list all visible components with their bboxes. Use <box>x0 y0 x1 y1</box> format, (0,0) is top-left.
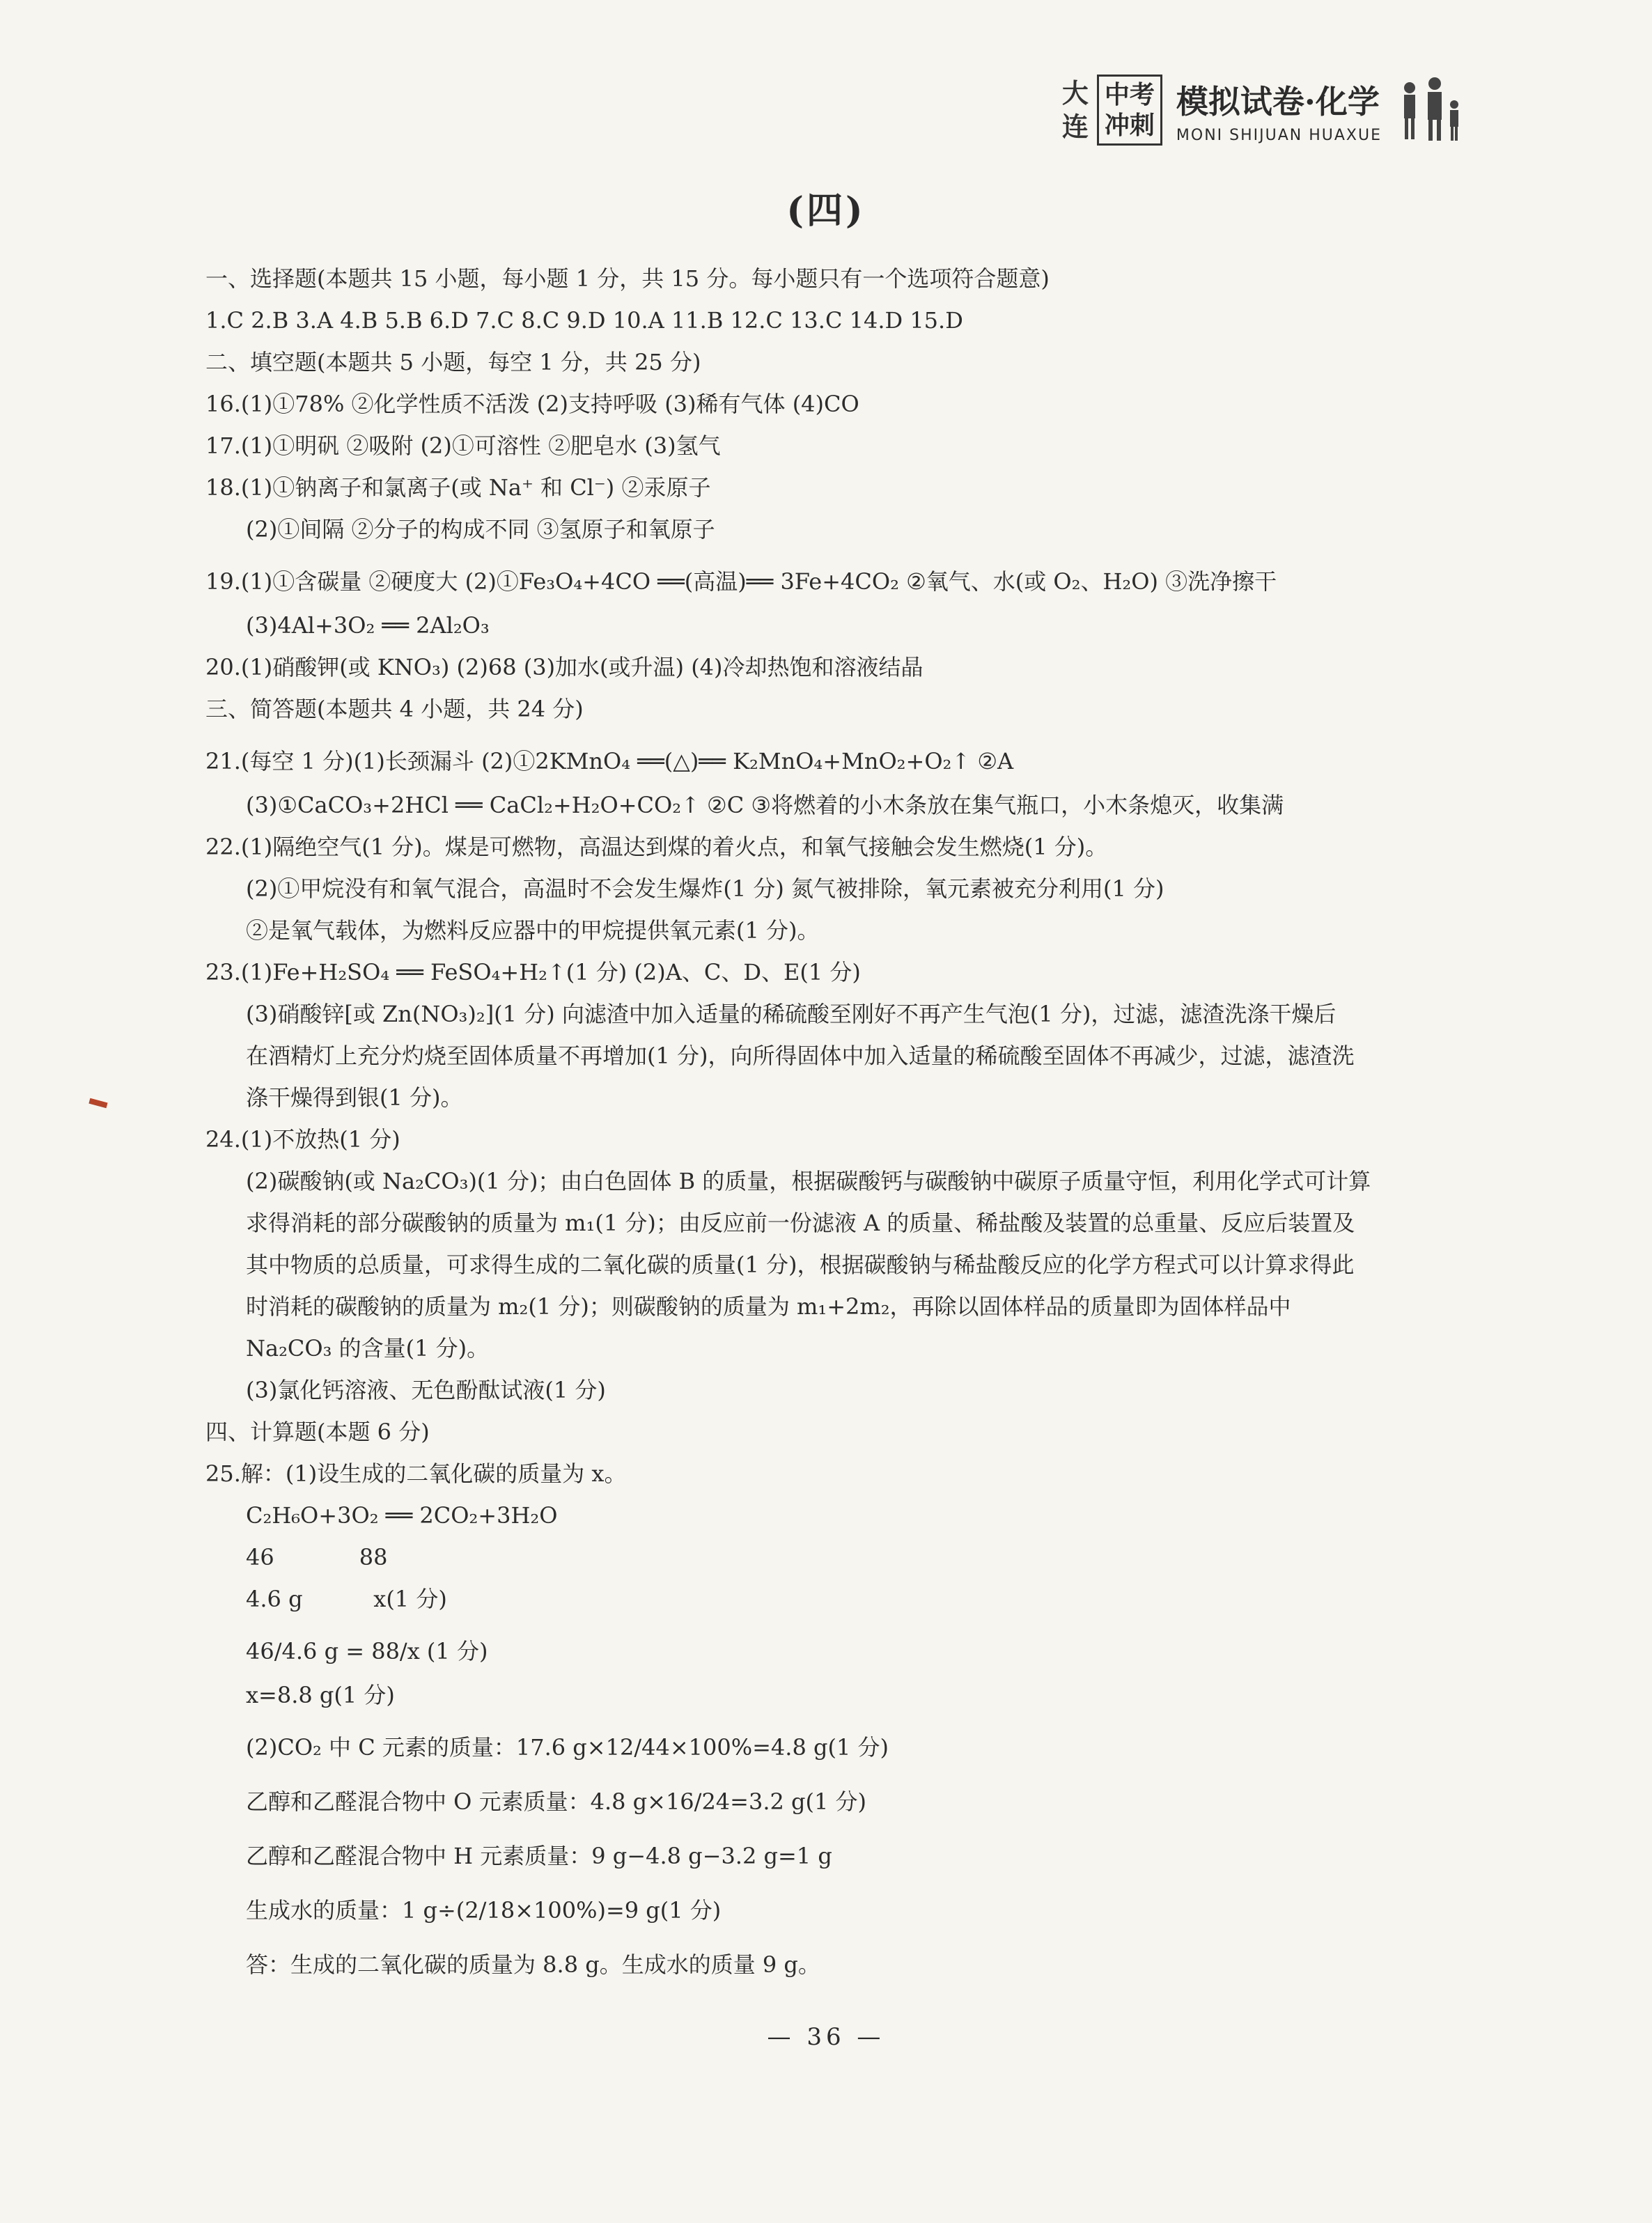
equation-line: 46/4.6 g = 88/x (1 分) <box>246 1638 488 1664</box>
section-title: (四) <box>786 189 866 232</box>
answer-line: 时消耗的碳酸钠的质量为 m₂(1 分)；则碳酸钠的质量为 m₁+2m₂，再除以固体样品的质量即为固体样品中 <box>246 1293 1291 1320</box>
header-subtitle: MONI SHIJUAN HUAXUE <box>1176 126 1382 144</box>
equation-line: 4.6 g x(1 分) <box>246 1586 447 1612</box>
answer-line: 18.(1)①钠离子和氯离子(或 Na⁺ 和 Cl⁻) ②汞原子 <box>205 474 711 501</box>
answer-line: 涤干燥得到银(1 分)。 <box>246 1084 463 1111</box>
stamp-bottom: 冲刺 <box>1104 111 1155 140</box>
answer-line: 其中物质的总质量，可求得生成的二氧化碳的质量(1 分)，根据碳酸钠与稀盐酸反应的化学方程式可以计算求得此 <box>246 1251 1355 1278</box>
header-title: 模拟试卷·化学 <box>1176 82 1380 120</box>
equation-line: (2)CO₂ 中 C 元素的质量：17.6 g×12/44×100%=4.8 g(1 分) <box>246 1734 889 1761</box>
red-pen-mark <box>88 1098 107 1108</box>
answer-line: 22.(1)隔绝空气(1 分)。煤是可燃物，高温达到煤的着火点，和氧气接触会发生燃烧(1 分)。 <box>205 834 1108 860</box>
equation-line: 乙醇和乙醛混合物中 H 元素质量：9 g−4.8 g−3.2 g=1 g <box>246 1843 832 1869</box>
answer-line: (2)①甲烷没有和氧气混合，高温时不会发生爆炸(1 分) 氮气被排除，氧元素被充分利用(1 分) <box>246 875 1164 902</box>
equation-line: x=8.8 g(1 分) <box>246 1682 395 1708</box>
region-bottom: 连 <box>1061 111 1089 142</box>
people-silhouette-icon <box>1394 75 1464 145</box>
answer-line: 20.(1)硝酸钾(或 KNO₃) (2)68 (3)加水(或升温) (4)冷却热饱和溶液结晶 <box>205 654 924 680</box>
answer-content <box>205 258 1473 1988</box>
region-label <box>1062 77 1089 143</box>
answer-line: 19.(1)①含碳量 ②硬度大 (2)①Fe₃O₄+4CO ══(高温)══ 3Fe+4CO₂ ②氧气、水(或 O₂、H₂O) ③洗净擦干 <box>205 568 1277 595</box>
page-header <box>1062 68 1464 152</box>
answer-line: (3)4Al+3O₂ ══ 2Al₂O₃ <box>246 612 490 639</box>
answer-line: Na₂CO₃ 的含量(1 分)。 <box>246 1335 490 1362</box>
answer-conclusion: 答：生成的二氧化碳的质量为 8.8 g。生成水的质量 9 g。 <box>246 1951 820 1978</box>
answer-line: 求得消耗的部分碳酸钠的质量为 m₁(1 分)；由反应前一份滤液 A 的质量、稀盐酸及装置的总重量、反应后装置及 <box>246 1210 1355 1236</box>
equation-line: 生成水的质量：1 g÷(2/18×100%)=9 g(1 分) <box>246 1897 722 1924</box>
answer-line: 1.C 2.B 3.A 4.B 5.B 6.D 7.C 8.C 9.D 10.A 11.B 12.C 13.C 14.D 15.D <box>205 307 963 334</box>
stamp-top: 中考 <box>1104 80 1155 109</box>
page-number: — 36 — <box>767 2023 885 2051</box>
answer-line: ②是氧气载体，为燃料反应器中的甲烷提供氧元素(1 分)。 <box>246 917 820 944</box>
section-heading: 三、简答题(本题共 4 小题，共 24 分) <box>205 696 584 722</box>
answer-line: (3)硝酸锌[或 Zn(NO₃)₂](1 分) 向滤渣中加入适量的稀硫酸至刚好不再产生气泡(1 分)，过滤，滤渣洗涤干燥后 <box>246 1001 1337 1027</box>
answer-line: (3)①CaCO₃+2HCl ══ CaCl₂+H₂O+CO₂↑ ②C ③将燃着的小木条放在集气瓶口，小木条熄灭，收集满 <box>246 792 1284 818</box>
equation-line: 46 88 <box>246 1544 388 1570</box>
answer-line: 23.(1)Fe+H₂SO₄ ══ FeSO₄+H₂↑(1 分) (2)A、C、D、E(1 分) <box>205 959 861 985</box>
header-title-box <box>1176 77 1382 144</box>
answer-line: (2)碳酸钠(或 Na₂CO₃)(1 分)；由白色固体 B 的质量，根据碳酸钙与碳酸钠中碳原子质量守恒，利用化学式可计算 <box>246 1168 1371 1194</box>
equation-line: C₂H₆O+3O₂ ══ 2CO₂+3H₂O <box>246 1502 558 1529</box>
section-heading: 二、填空题(本题共 5 小题，每空 1 分，共 25 分) <box>205 349 701 375</box>
answer-line: (3)氯化钙溶液、无色酚酞试液(1 分) <box>246 1377 606 1403</box>
answer-line: 25.解：(1)设生成的二氧化碳的质量为 x。 <box>205 1460 627 1487</box>
answer-line: 21.(每空 1 分)(1)长颈漏斗 (2)①2KMnO₄ ══(△)══ K₂MnO₄+MnO₂+O₂↑ ②A <box>205 748 1014 774</box>
section-heading: 一、选择题(本题共 15 小题，每小题 1 分，共 15 分。每小题只有一个选项符合题意) <box>205 265 1050 292</box>
answer-line: 16.(1)①78% ②化学性质不活泼 (2)支持呼吸 (3)稀有气体 (4)CO <box>205 391 859 417</box>
equation-line: 乙醇和乙醛混合物中 O 元素质量：4.8 g×16/24=3.2 g(1 分) <box>246 1788 867 1815</box>
answer-line: 17.(1)①明矾 ②吸附 (2)①可溶性 ②肥皂水 (3)氢气 <box>205 432 721 459</box>
answer-line: 24.(1)不放热(1 分) <box>205 1126 400 1153</box>
answer-line: 在酒精灯上充分灼烧至固体质量不再增加(1 分)，向所得固体中加入适量的稀硫酸至固体不再减少，过滤，滤渣洗 <box>246 1043 1355 1069</box>
region-top: 大 <box>1061 77 1089 109</box>
exam-stamp <box>1097 75 1162 146</box>
section-heading: 四、计算题(本题 6 分) <box>205 1419 430 1445</box>
answer-line: (2)①间隔 ②分子的构成不同 ③氢原子和氧原子 <box>246 516 715 543</box>
